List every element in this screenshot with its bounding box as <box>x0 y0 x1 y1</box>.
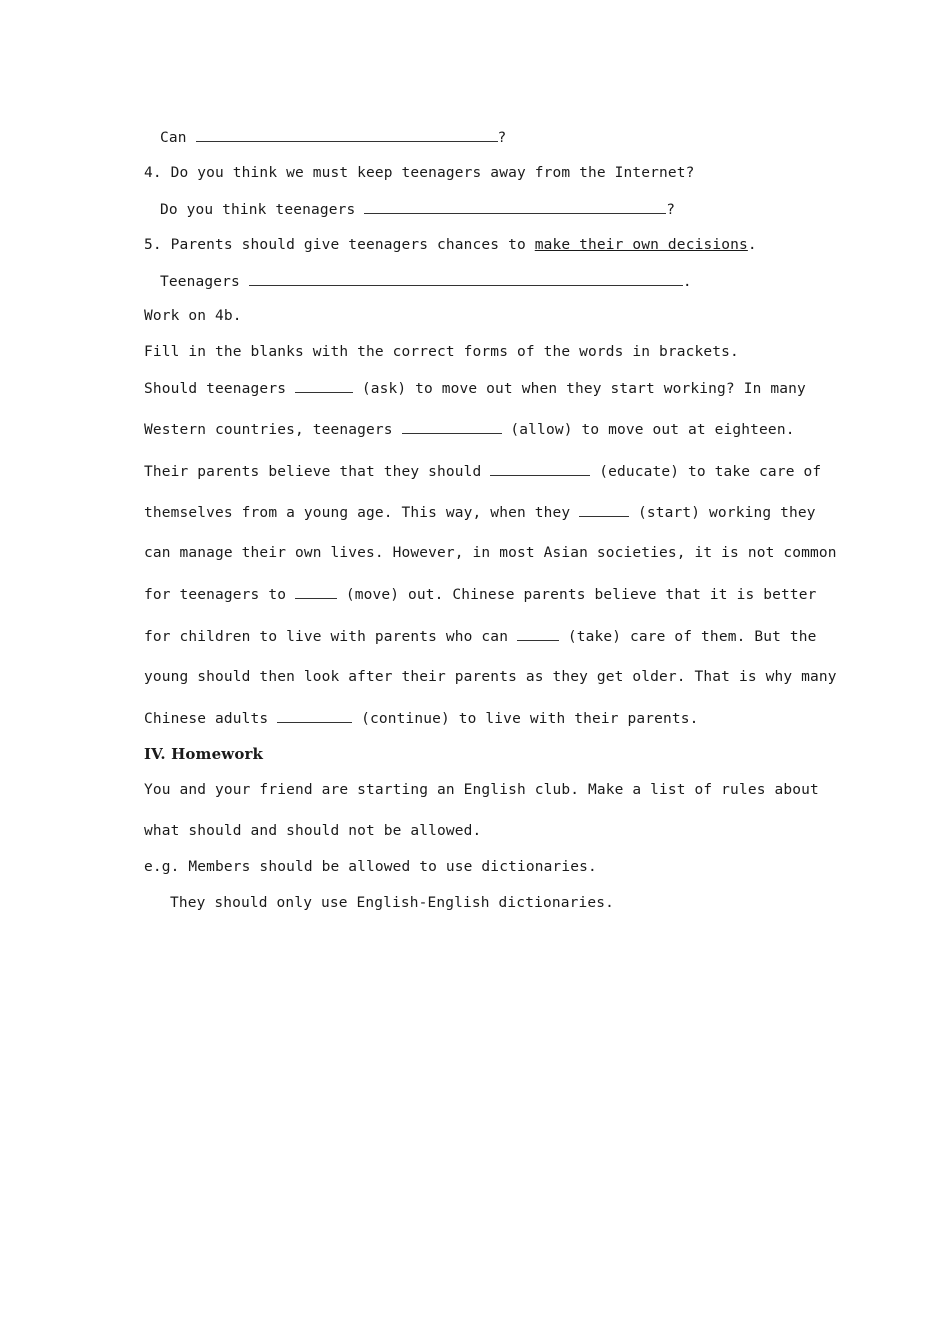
q4-prompt: 4. Do you think we must keep teenagers away from the Internet? <box>144 165 695 181</box>
q4-answer-prefix: Do you think teenagers <box>160 202 356 218</box>
passage-line-5 <box>144 543 837 563</box>
passage-text: for teenagers to <box>144 587 287 603</box>
homework-task-line-2: what should and should not be allowed. <box>144 823 482 839</box>
passage-text: (start) working they <box>638 505 816 521</box>
passage-text: young should then look after their parents as they get older. That is why many <box>144 669 837 685</box>
blank-move[interactable] <box>295 584 337 599</box>
q5-prompt <box>144 235 757 255</box>
passage-text: Chinese adults <box>144 711 269 727</box>
homework-task-line-1: You and your friend are starting an English club. Make a list of rules about <box>144 782 819 798</box>
instruction: Fill in the blanks with the correct forms of the words in brackets. <box>144 344 739 360</box>
blank-take[interactable] <box>517 626 559 641</box>
passage-line-7 <box>144 626 817 647</box>
passage-line-6 <box>144 584 817 605</box>
passage-text: Western countries, teenagers <box>144 422 393 438</box>
example-line-1: e.g. Members should be allowed to use dictionaries. <box>144 859 597 875</box>
q5-prompt-end: . <box>747 237 757 253</box>
passage-line-8 <box>144 667 837 687</box>
q5-answer-suffix: . <box>682 274 692 290</box>
example-line-2: They should only use English-English dictionaries. <box>170 895 614 911</box>
q3-answer-line <box>160 127 506 148</box>
passage-text: (educate) to take care of <box>599 464 822 480</box>
passage-line-2 <box>144 419 795 440</box>
work-on-heading: Work on 4b. <box>144 308 242 324</box>
passage-text: for children to live with parents who can <box>144 629 509 645</box>
blank-allow[interactable] <box>402 419 502 434</box>
blank-educate[interactable] <box>490 461 590 476</box>
q4-answer-suffix: ? <box>666 202 676 218</box>
blank-ask[interactable] <box>295 378 353 393</box>
passage-text: themselves from a young age. This way, when they <box>144 505 571 521</box>
homework-heading: IV. Homework <box>144 745 264 763</box>
blank-continue[interactable] <box>277 708 352 723</box>
q3-prefix: Can <box>160 130 187 146</box>
passage-line-1 <box>144 378 806 399</box>
q5-blank[interactable] <box>249 271 683 286</box>
q5-answer-line <box>160 271 692 292</box>
passage-text: (move) out. Chinese parents believe that it is better <box>345 587 817 603</box>
passage-line-9 <box>144 708 699 729</box>
passage-text: (take) care of them. But the <box>567 629 817 645</box>
q4-answer-line <box>160 199 675 220</box>
passage-text: can manage their own lives. However, in most Asian societies, it is not common <box>144 545 837 561</box>
q4-blank[interactable] <box>364 199 666 214</box>
passage-line-4 <box>144 502 816 523</box>
blank-start[interactable] <box>579 502 629 517</box>
q3-suffix: ? <box>497 130 507 146</box>
passage-text: Their parents believe that they should <box>144 464 482 480</box>
q5-answer-prefix: Teenagers <box>160 274 240 290</box>
passage-text: (ask) to move out when they start working? In many <box>361 381 806 397</box>
passage-text: (allow) to move out at eighteen. <box>510 422 795 438</box>
q5-underlined-phrase: make their own decisions <box>534 237 748 253</box>
q3-blank[interactable] <box>196 127 498 142</box>
q5-prompt-start: 5. Parents should give teenagers chances to <box>144 237 526 253</box>
passage-text: (continue) to live with their parents. <box>361 711 699 727</box>
passage-text: Should teenagers <box>144 381 287 397</box>
passage-line-3 <box>144 461 821 482</box>
